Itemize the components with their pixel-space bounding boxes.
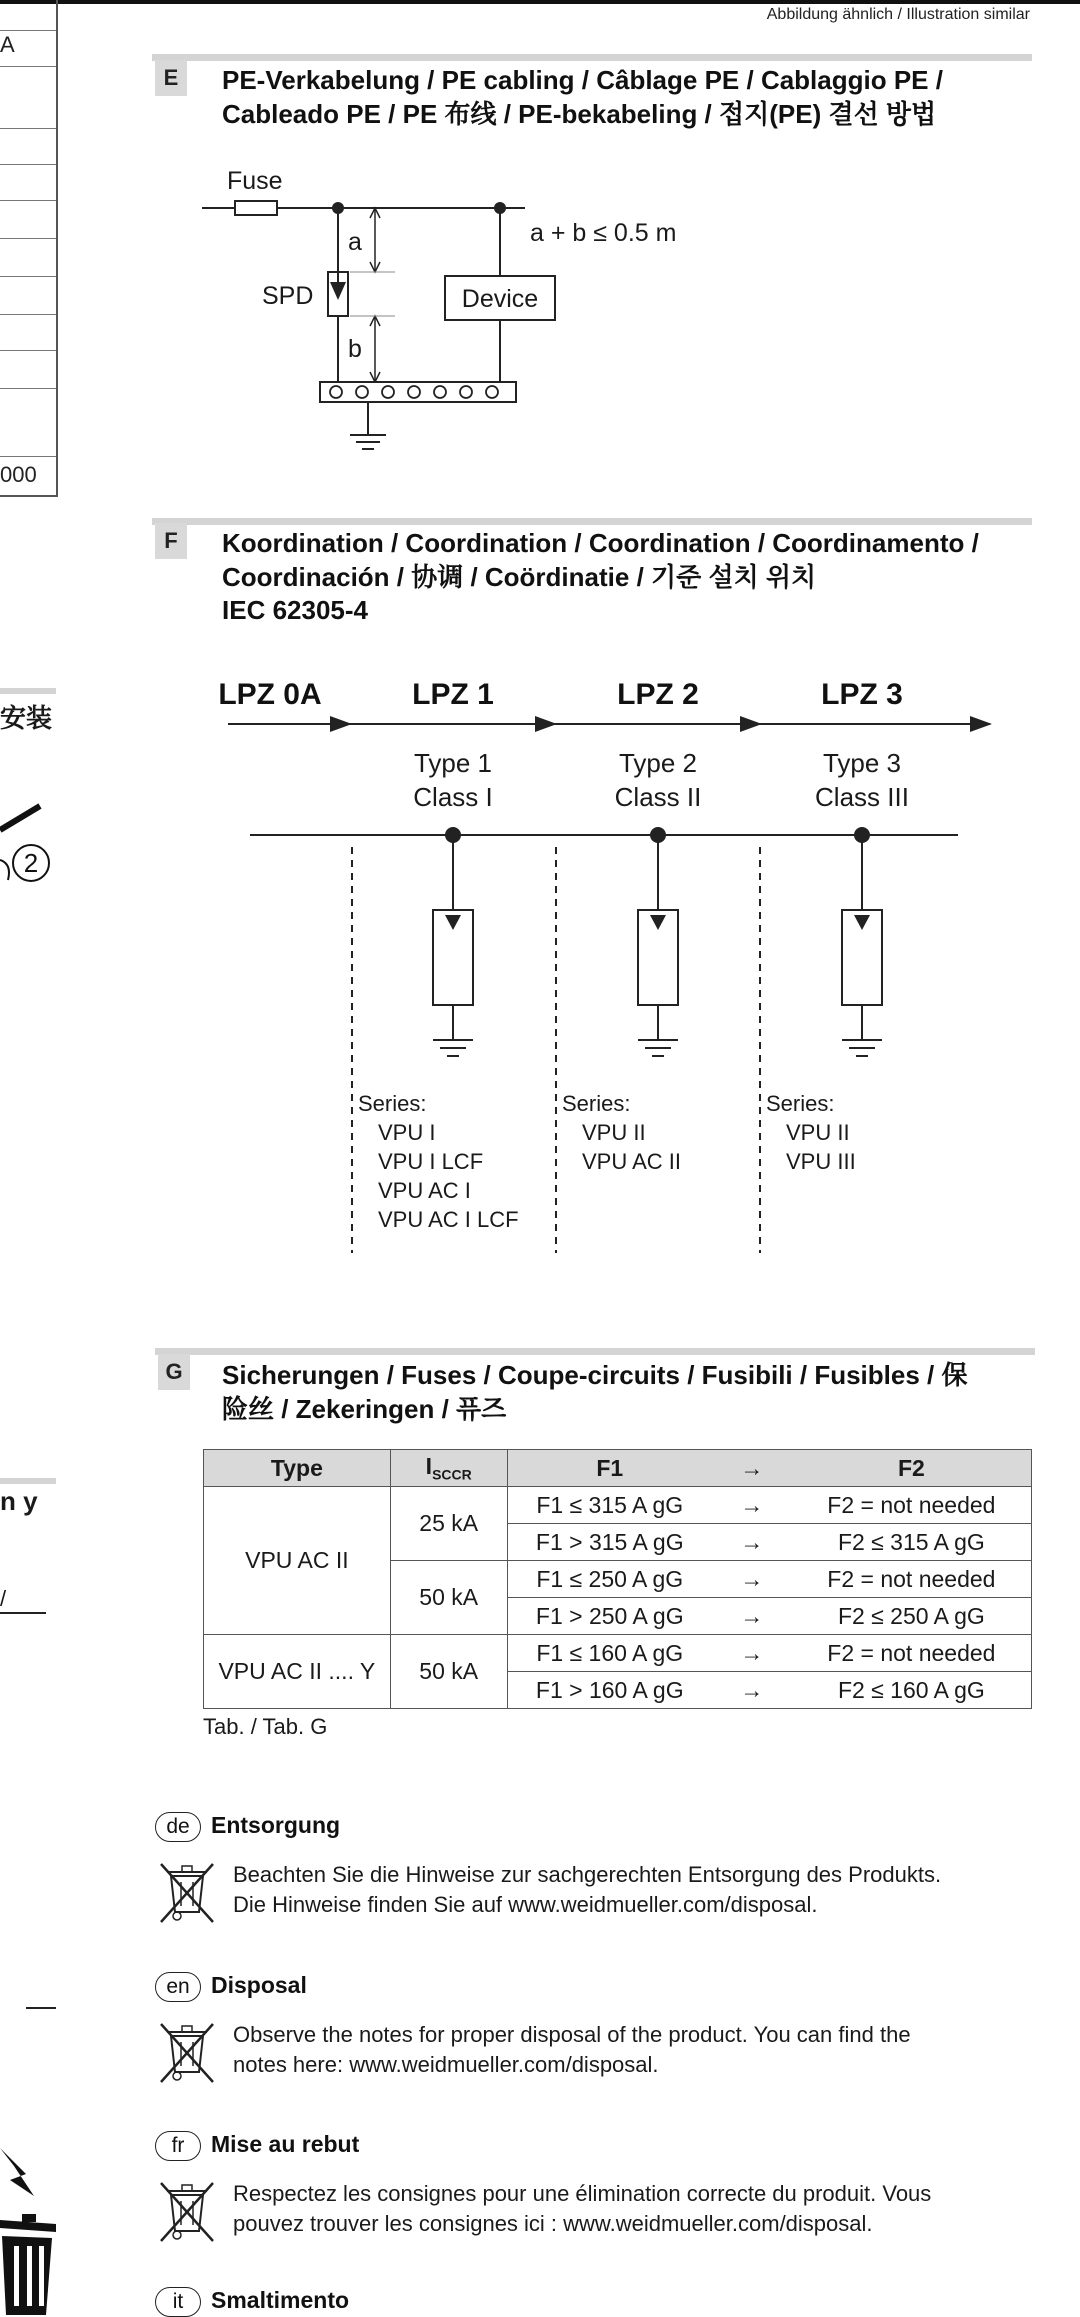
cell-f2: F2 = not needed [792,1487,1032,1524]
series-item: VPU AC I LCF [378,1207,519,1232]
terminal [434,386,446,398]
section-g-letter: G [158,1354,190,1390]
disposal-heading-it [155,2287,349,2317]
left-fragment-lang: n y [0,1486,38,1516]
cell-arrow: → [712,1524,792,1561]
spd-type3 [842,827,882,1056]
bin-handle [22,2214,36,2222]
cell-f1: F1 > 250 A gG [507,1598,712,1635]
header-f1: F1 [507,1450,712,1487]
section-g-title-line2: 险丝 / Zekeringen / 퓨즈 [222,1394,507,1424]
connector-stroke [0,860,9,880]
weee-bin-icon [157,2179,217,2245]
left-section-bar [0,688,56,694]
left-table-row [0,456,56,457]
cell-type: VPU AC II .... Y [204,1635,391,1709]
fuse-symbol [235,201,277,215]
dim-b-label: b [348,335,362,363]
header-isccr [390,1450,507,1487]
series-item: VPU AC II [582,1149,682,1174]
series-label: Series: [766,1091,835,1116]
left-table-row [0,30,56,31]
spd-type1 [433,827,473,1056]
disposal-heading-fr [155,2131,359,2161]
dim-a-label: a [348,228,362,256]
left-dash [26,2007,56,2009]
fuses-table [203,1449,1032,1709]
left-fragment-value: 000 [0,462,37,487]
header-f2: F2 [792,1450,1032,1487]
cell-type: VPU AC II [204,1487,391,1635]
left-fragment-a: A [0,32,15,57]
arrow-shape [0,2148,34,2196]
disposal-text-de-line2: Die Hinweise finden Sie auf www.weidmueller.com/disposal. [233,1892,818,1917]
spd-label: SPD [262,282,314,310]
pe-cabling-diagram [190,160,730,460]
zone-label: LPZ 3 [821,678,903,711]
zone-label: LPZ 2 [617,678,699,711]
lang-badge-fr: fr [155,2131,201,2161]
disposal-title: Smaltimento [211,2287,350,2313]
cell-arrow: → [712,1598,792,1635]
section-f-letter: F [155,523,187,559]
disposal-text-fr-line1: Respectez les consignes pour une élimination correcte du produit. Vous [233,2181,932,2206]
lang-badge-en: en [155,1972,201,2002]
class-label: Class III [815,782,909,812]
left-table-row [0,164,56,165]
series-item: VPU II [786,1120,850,1145]
cell-arrow: → [712,1635,792,1672]
section-f-title-line3: IEC 62305-4 [222,595,368,625]
illustration-caption: Abbildung ähnlich / Illustration similar [766,6,1030,23]
section-g-title-line1: Sicherungen / Fuses / Coupe-circuits / Fusibili / Fusibles / 保 [222,1360,968,1390]
lang-badge-de: de [155,1812,201,1842]
section-f-title-line1: Koordination / Coordination / Coordination / Coordinamento / [222,528,979,558]
series-item: VPU I [378,1120,436,1145]
terminal [382,386,394,398]
device-label: Device [461,285,539,313]
coordination-diagram [200,660,1000,1260]
terminal [408,386,420,398]
left-step-graphic [0,790,60,890]
series-label: Series: [562,1091,631,1116]
cell-f1: F1 > 315 A gG [507,1524,712,1561]
series-item: VPU II [582,1120,646,1145]
section-e-bar [152,54,1032,61]
left-clipped-table [0,0,58,497]
left-underline [0,1612,46,1614]
weee-bin-icon [157,2020,217,2086]
header-arrow: → [712,1450,792,1487]
isccr-main: I [425,1453,433,1480]
zone-label: LPZ 1 [412,678,494,711]
cell-arrow: → [712,1672,792,1709]
disposal-text-en-line1: Observe the notes for proper disposal of the product. You can find the [233,2022,911,2047]
zone-label: LPZ 0A [218,678,322,711]
cell-f1: F1 ≤ 315 A gG [507,1487,712,1524]
disposal-heading-de [155,1812,340,1842]
type-label: Type 1 [413,748,493,778]
type-label: Type 2 [618,748,698,778]
cell-f2: F2 ≤ 250 A gG [792,1598,1032,1635]
disposal-title: Disposal [211,1972,307,1998]
section-f-title-line2: Coordinación / 协调 / Coördinatie / 기준 설치 위치 [222,562,817,592]
series-item: VPU I LCF [378,1149,484,1174]
section-e-letter: E [155,60,187,96]
lang-badge-it: it [155,2287,201,2317]
spd-type2 [638,827,678,1056]
fuse-label: Fuse [227,167,283,195]
bin-slot [27,2246,32,2306]
cell-f1: F1 > 160 A gG [507,1672,712,1709]
disposal-heading-en [155,1972,307,2002]
bin-slot [39,2246,44,2306]
type-label: Type 3 [822,748,902,778]
cell-isccr: 50 kA [390,1561,507,1635]
left-table-row [0,200,56,201]
disposal-title: Mise au rebut [211,2131,360,2157]
cell-f2: F2 ≤ 315 A gG [792,1524,1032,1561]
left-table-row [0,128,56,129]
left-table-row [0,238,56,239]
table-row [204,1487,1032,1524]
cell-f2: F2 = not needed [792,1635,1032,1672]
disposal-title: Entsorgung [211,1812,341,1838]
left-table-row [0,276,56,277]
left-section-bar-2 [0,1478,56,1484]
header-type: Type [204,1450,391,1487]
cell-f1: F1 ≤ 250 A gG [507,1561,712,1598]
distance-rule: a + b ≤ 0.5 m [530,219,677,247]
cell-arrow: → [712,1487,792,1524]
table-caption: Tab. / Tab. G [203,1714,328,1739]
terminal [486,386,498,398]
section-g-bar [155,1348,1035,1355]
class-label: Class I [413,782,493,812]
section-f-bar [152,518,1032,525]
bin-slot [14,2246,19,2306]
series-item: VPU AC I [378,1178,471,1203]
disposal-text-en-line2: notes here: www.weidmueller.com/disposal. [233,2052,659,2077]
series-item: VPU III [786,1149,856,1174]
series-label: Series: [358,1091,427,1116]
cell-f2: F2 ≤ 160 A gG [792,1672,1032,1709]
cell-isccr: 50 kA [390,1635,507,1709]
table-header-row [204,1450,1032,1487]
step-number: 2 [23,848,39,878]
section-e-title-line1: PE-Verkabelung / PE cabling / Câblage PE / Cablaggio PE / [222,65,943,95]
top-rule [0,0,1080,4]
left-table-row [0,314,56,315]
weee-bin-icon [157,1860,217,1926]
cell-isccr: 25 kA [390,1487,507,1561]
isccr-sub: SCCR [432,1466,472,1483]
table-row [204,1635,1032,1672]
disposal-text-de-line1: Beachten Sie die Hinweise zur sachgerechten Entsorgung des Produkts. [233,1862,942,1887]
terminal [330,386,342,398]
tool-stroke [0,806,40,830]
left-fragment-install: 安装 [0,703,53,733]
left-fragment-slash: / [0,1586,7,1611]
terminal [460,386,472,398]
section-e-title-line2: Cableado PE / PE 布线 / PE-bekabeling / 접지(PE) 결선 방법 [222,99,937,129]
class-label: Class II [614,782,702,812]
cell-arrow: → [712,1561,792,1598]
left-bin-graphic [0,2130,60,2315]
left-table-row [0,66,56,67]
left-table-row [0,388,56,389]
left-table-row [0,350,56,351]
terminal [356,386,368,398]
disposal-text-fr-line2: pouvez trouver les consignes ici : www.weidmueller.com/disposal. [233,2211,873,2236]
cell-f1: F1 ≤ 160 A gG [507,1635,712,1672]
cell-f2: F2 = not needed [792,1561,1032,1598]
